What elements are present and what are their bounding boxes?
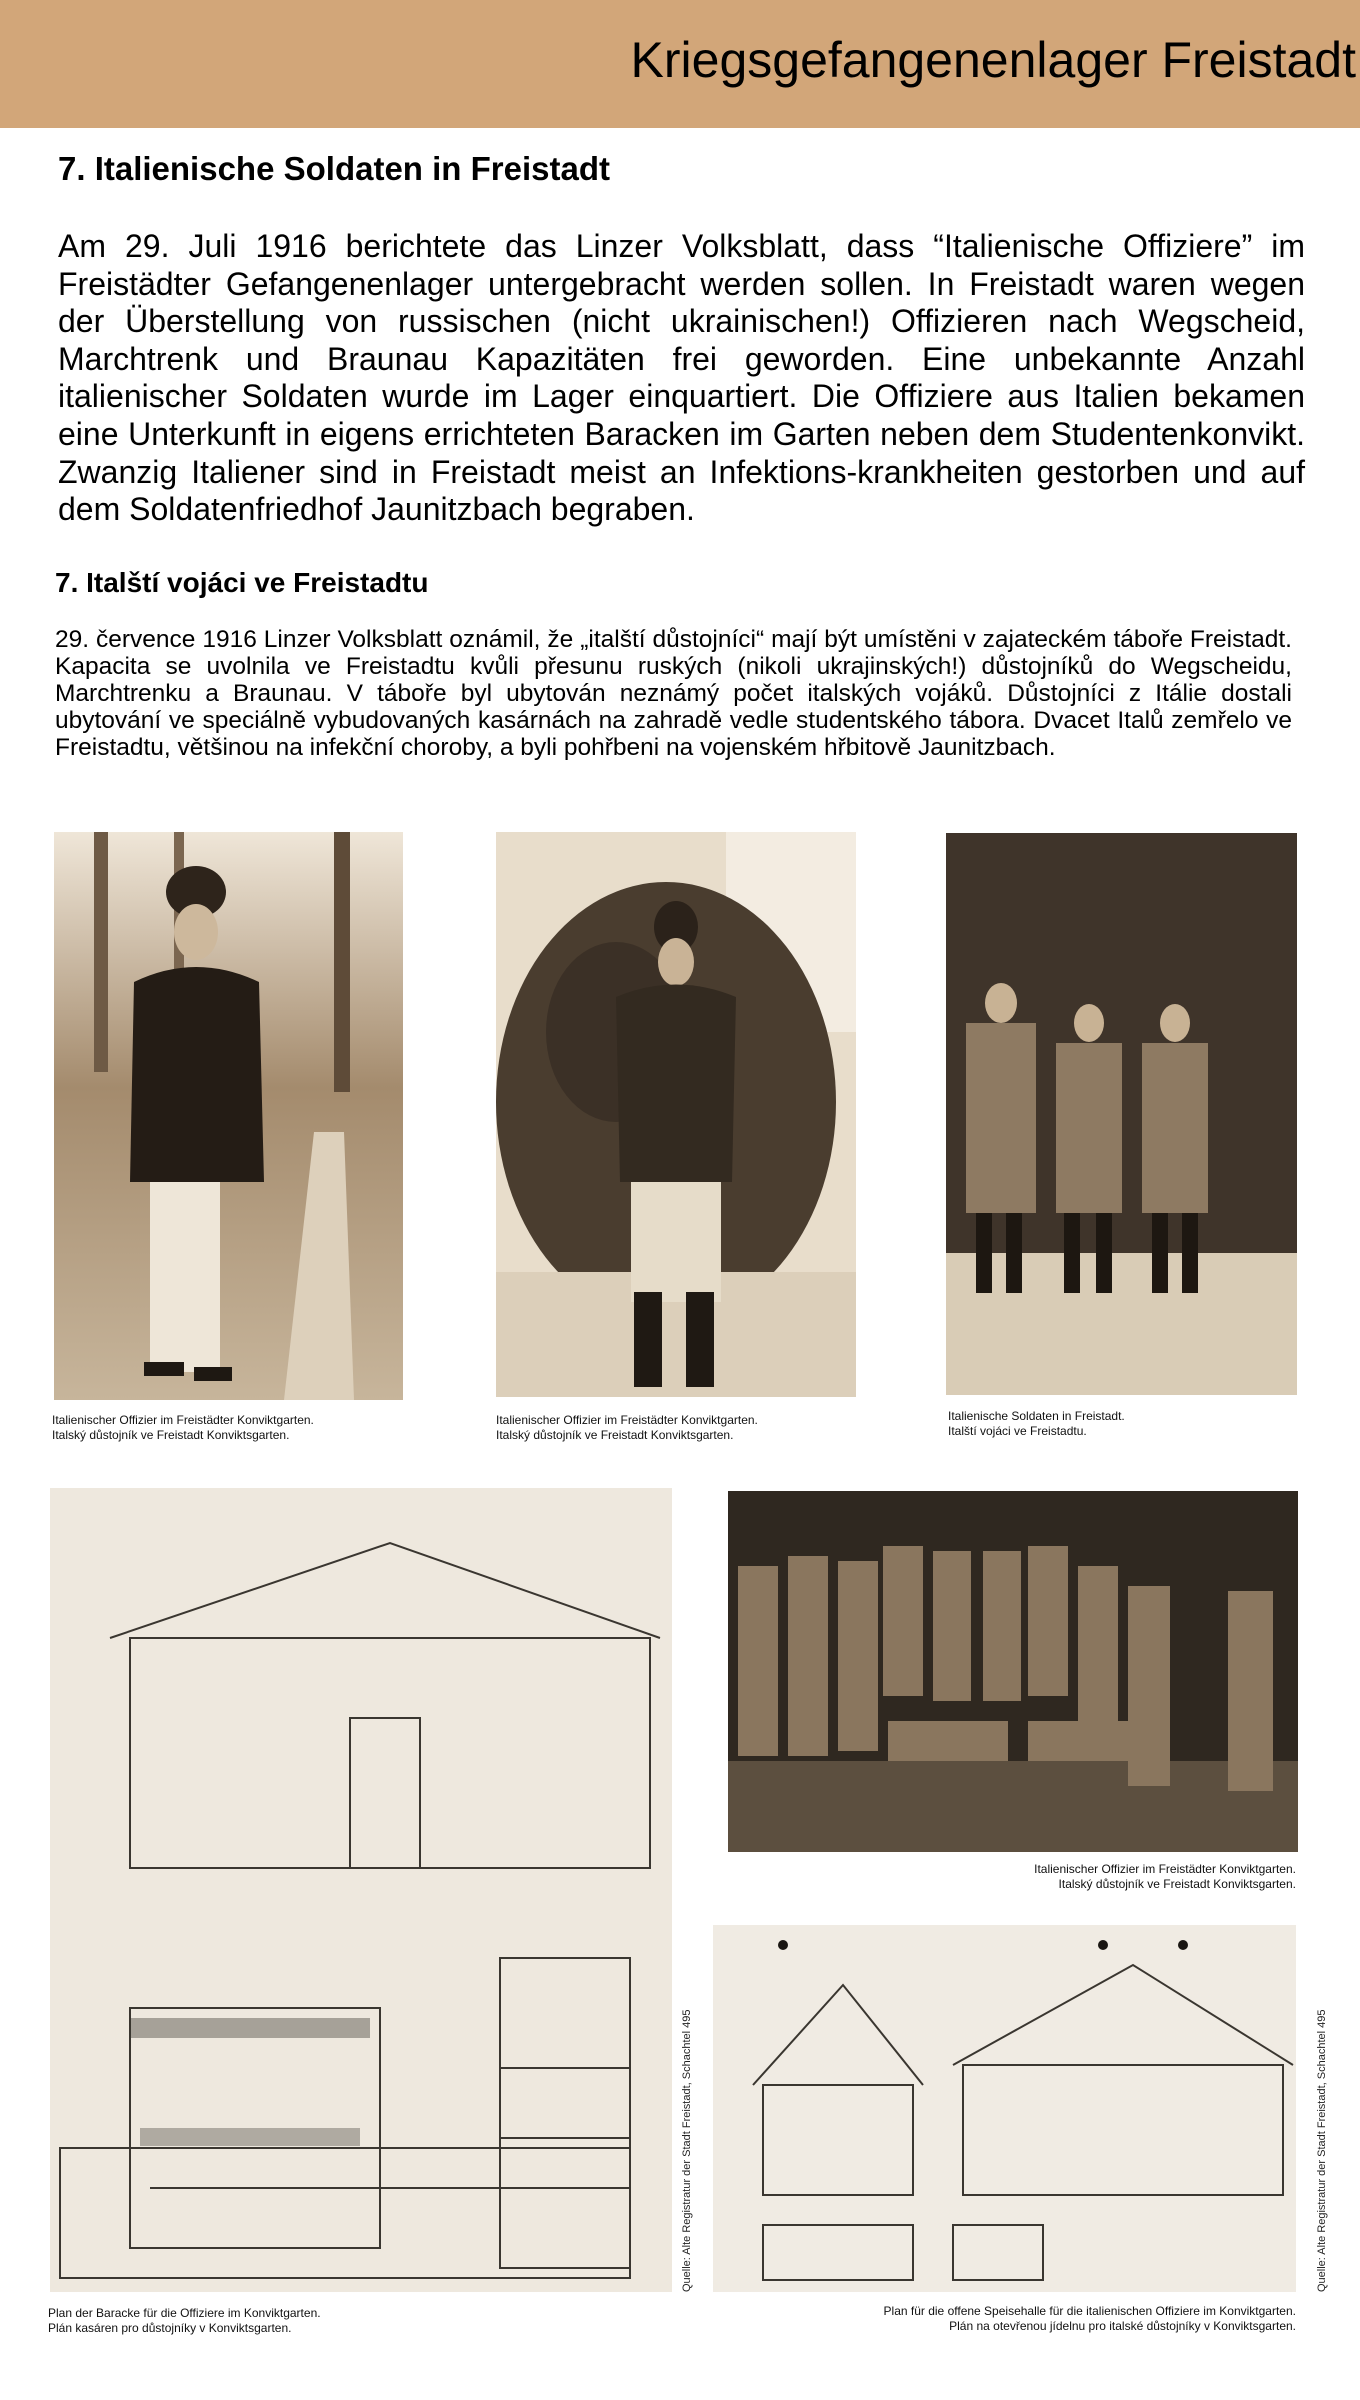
caption-photo-1	[52, 1413, 314, 1442]
page-title: Kriegsgefangenenlager Freistadt	[630, 32, 1356, 88]
caption-photo-3	[948, 1409, 1125, 1438]
caption-cz: Plán na otevřenou jídelnu pro italské důstojníky v Konviktsgarten.	[949, 2318, 1296, 2333]
source-note-plan-2: Quelle: Alte Registratur der Stadt Freistadt, Schachtel 495	[1316, 2009, 1328, 2292]
caption-cz: Plán kasáren pro důstojníky v Konviktsgarten.	[48, 2320, 292, 2335]
plan-barrack-drawing	[50, 1488, 672, 2292]
photo-three-soldiers	[946, 833, 1297, 1395]
caption-plan-2	[884, 2304, 1296, 2333]
caption-plan-1	[48, 2306, 321, 2335]
section-heading-de: 7. Italienische Soldaten in Freistadt	[58, 150, 610, 187]
caption-cz: Italský důstojník ve Freistadt Konviktsgarten.	[496, 1427, 734, 1442]
section-body-de: Am 29. Juli 1916 berichtete das Linzer Volksblatt, dass “Italienische Offiziere” im Freistädter Gefangenenlager untergebracht werden sollen. In Freistadt waren wegen der Überstellung von russischen (nicht ukrainischen!) Offizieren nach Wegscheid, Marchtrenk und Braunau Kapazitäten frei geworden. Eine unbekannte Anzahl italienischer Soldaten wurde im Lager einquartiert. Die Offiziere aus Italien bekamen eine Unterkunft in eigens errichteten Baracken im Garten neben dem Studentenkonvikt. Zwanzig Italiener sind in Freistadt meist an Infektions-krankheiten gestorben und auf dem Soldatenfriedhof Jaunitzbach begraben.	[58, 228, 1305, 528]
caption-de: Italienische Soldaten in Freistadt.	[948, 1409, 1125, 1423]
section-body-cz: 29. července 1916 Linzer Volksblatt oznámil, že „italští důstojníci“ mají být umístěni v zajateckém táboře Freistadt. Kapacita se uvolnila ve Freistadtu kvůli přesunu ruských (nikoli ukrajinských!) důstojníků do Wegscheidu, Marchtrenku a Braunau. V táboře byl ubytován neznámý počet italských vojáků. Důstojníci z Itálie dostali ubytování ve speciálně vybudovaných kasárnách na zahradě vedle studentského tábora. Dvacet Italů zemřelo ve Freistadtu, většinou na infekční choroby, a byli pohřbeni na vojenském hřbitově Jaunitzbach.	[55, 626, 1292, 761]
caption-de: Plan der Baracke für die Offiziere im Konviktgarten.	[48, 2306, 321, 2320]
plan-dining-hall-drawing	[713, 1925, 1296, 2292]
caption-de: Italienischer Offizier im Freistädter Konviktgarten.	[52, 1413, 314, 1427]
caption-de: Italienischer Offizier im Freistädter Konviktgarten.	[1034, 1862, 1296, 1876]
caption-photo-2	[496, 1413, 758, 1442]
section-heading-cz: 7. Italští vojáci ve Freistadtu	[55, 567, 429, 598]
caption-cz: Italský důstojník ve Freistadt Konviktsgarten.	[1058, 1876, 1296, 1891]
header-band	[0, 0, 1360, 128]
source-note-plan-1: Quelle: Alte Registratur der Stadt Freistadt, Schachtel 495	[681, 2009, 693, 2292]
photo-officer-garden-1	[54, 832, 403, 1400]
photo-group-soldiers	[728, 1491, 1298, 1852]
caption-cz: Italský důstojník ve Freistadt Konviktsgarten.	[52, 1427, 290, 1442]
caption-cz: Italští vojáci ve Freistadtu.	[948, 1423, 1087, 1438]
photo-officer-garden-2	[496, 832, 856, 1397]
caption-de: Italienischer Offizier im Freistädter Konviktgarten.	[496, 1413, 758, 1427]
caption-de: Plan für die offene Speisehalle für die italienischen Offiziere im Konviktgarten.	[883, 2304, 1296, 2318]
caption-photo-4	[1034, 1862, 1296, 1891]
